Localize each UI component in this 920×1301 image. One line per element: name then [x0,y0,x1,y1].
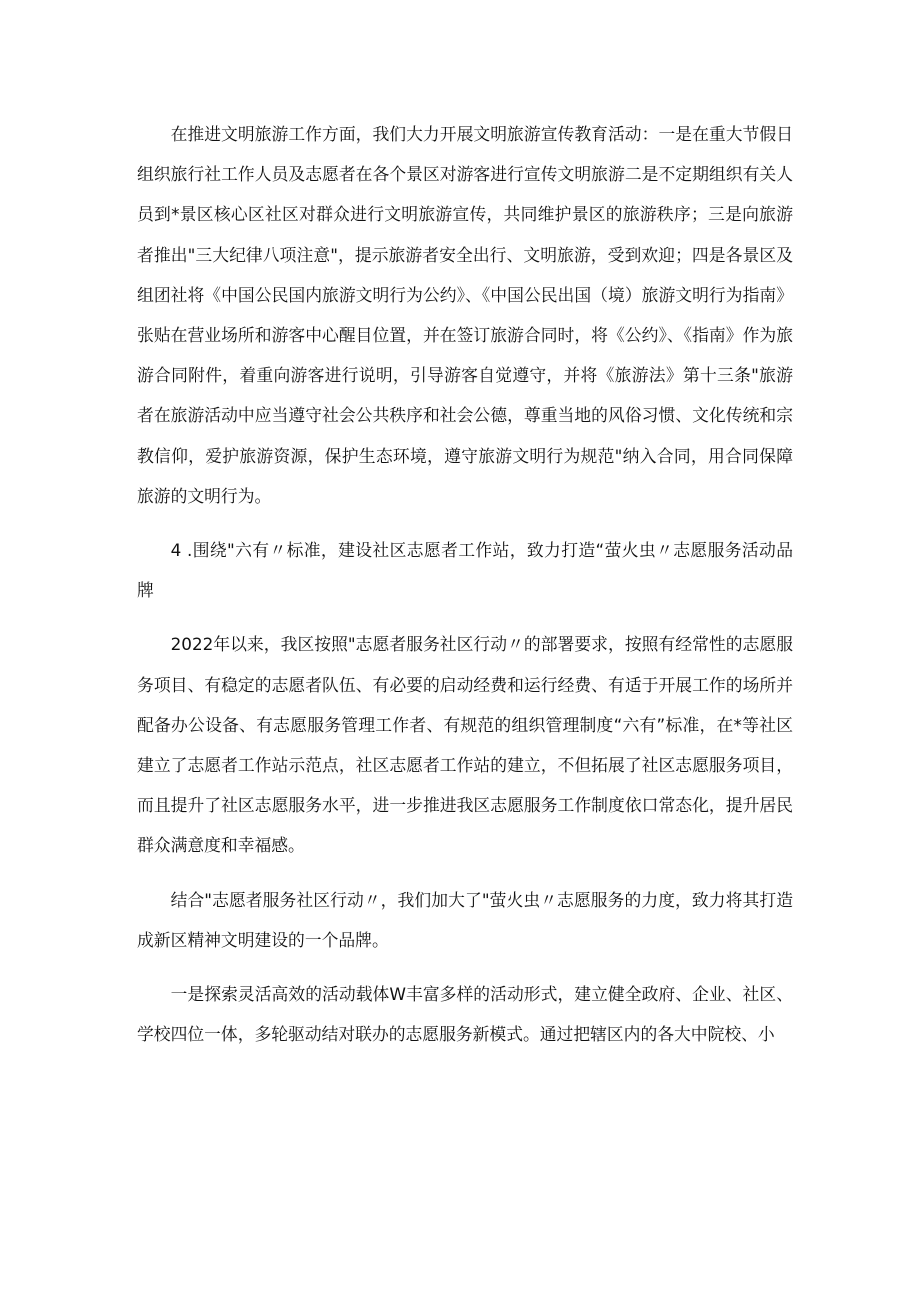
section-heading-six-standards: 4 .围绕"六有〃标准，建设社区志愿者工作站，致力打造“萤火虫〃志愿服务活动品牌 [137,540,793,601]
paragraph-activity-carriers: 一是探索灵活高效的活动载体W丰富多样的活动形式，建立健全政府、企业、社区、学校四位一体，多轮驱动结对联办的志愿服务新模式。通过把辖区内的各大中院校、小 [137,984,793,1045]
paragraph-tourism-promotion: 在推进文明旅游工作方面，我们大力开展文明旅游宣传教育活动：一是在重大节假日组织旅行社工作人员及志愿者在各个景区对游客进行宣传文明旅游二是不定期组织有关人员到*景区核心区社区对群众进行文明旅游宣传，共同维护景区的旅游秩序；三是向旅游者推出"三大纪律八项注意"，提示旅游者安全出行、文明旅游，受到欢迎；四是各景区及组团社将《中国公民国内旅游文明行为公约》、《中国公民出国（境）旅游文明行为指南》张贴在营业场所和游客中心醒目位置，并在签订旅游合同时，将《公约》、《指南》作为旅游合同附件，着重向游客进行说明，引导游客自觉遵守，并将《旅游法》第十三条"旅游者在旅游活动中应当遵守社会公共秩序和社会公德，尊重当地的风俗习惯、文化传统和宗教信仰，爱护旅游资源，保护生态环境，遵守旅游文明行为规范"纳入合同，用合同保障旅游的文明行为。 [137,124,793,506]
paragraph-volunteer-stations: 2022年以来，我区按照"志愿者服务社区行动〃的部署要求，按照有经常性的志愿服务项目、有稳定的志愿者队伍、有必要的启动经费和运行经费、有适于开展工作的场所并配备办公设备、有志愿服务管理工作者、有规范的组织管理制度“六有”标准，在*等社区建立了志愿者工作站示范点，社区志愿者工作站的建立，不但拓展了社区志愿服务项目，而且提升了社区志愿服务水平，进一步推进我区志愿服务工作制度依口常态化，提升居民群众满意度和幸福感。 [137,634,793,856]
document-body [137,114,793,1068]
paragraph-firefly-brand: 结合"志愿者服务社区行动〃，我们加大了"萤火虫〃志愿服务的力度，致力将其打造成新区精神文明建设的一个品牌。 [137,889,793,950]
